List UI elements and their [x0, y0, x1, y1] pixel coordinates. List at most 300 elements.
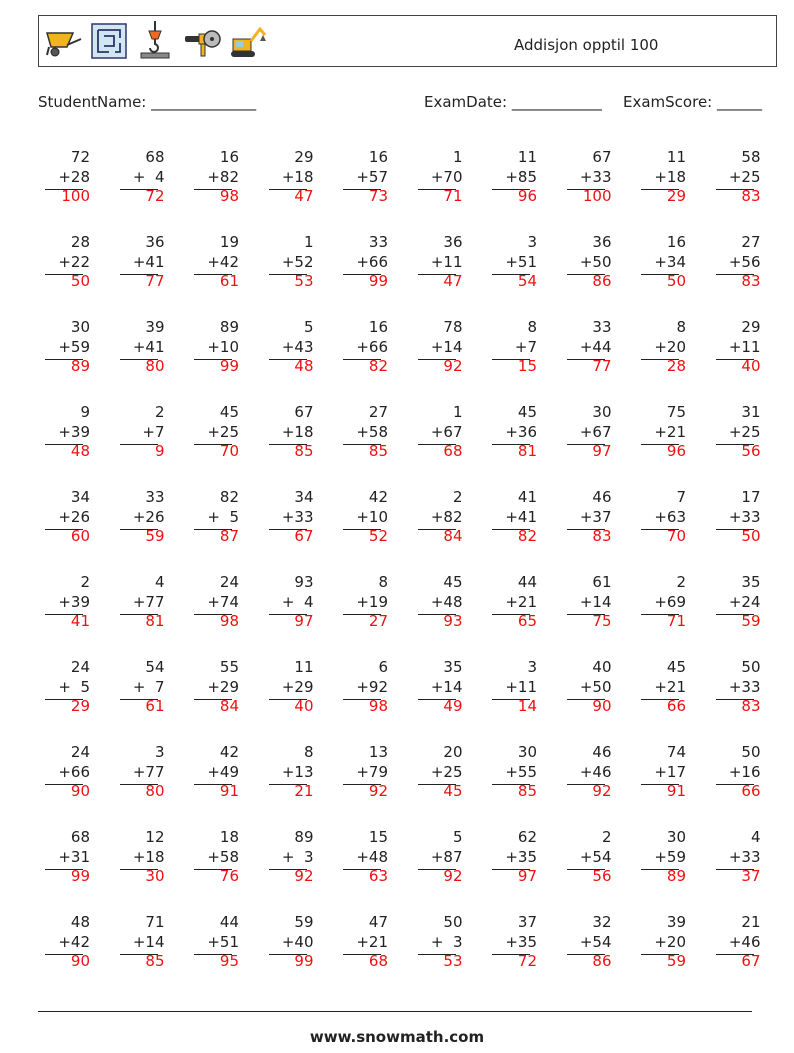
answer: 48 — [70, 442, 90, 460]
problem — [552, 318, 612, 380]
addend-top: 82 — [219, 488, 239, 506]
problem — [105, 233, 165, 295]
problem — [626, 488, 686, 550]
sum-line — [343, 444, 381, 445]
problem — [552, 913, 612, 975]
sum-line — [343, 869, 381, 870]
answer: 45 — [443, 782, 463, 800]
answer: 85 — [517, 782, 537, 800]
sum-line — [45, 954, 83, 955]
sum-line — [716, 444, 754, 445]
answer: 72 — [517, 952, 537, 970]
sum-line — [194, 954, 232, 955]
addend-top: 45 — [666, 658, 686, 676]
addend-bottom: +11 — [430, 252, 463, 271]
addend-bottom: +10 — [207, 337, 239, 356]
exam-score-field[interactable]: ExamScore: ______ — [623, 93, 762, 111]
addend-top: 2 — [154, 403, 165, 421]
sum-line — [641, 189, 679, 190]
addend-bottom: +26 — [58, 507, 90, 526]
problem — [477, 488, 537, 550]
answer: 71 — [443, 187, 463, 205]
answer: 72 — [145, 187, 165, 205]
answer: 99 — [294, 952, 314, 970]
addend-bottom: +82 — [207, 167, 239, 186]
addend-top: 40 — [592, 658, 612, 676]
sum-line — [716, 699, 754, 700]
addend-top: 55 — [219, 658, 239, 676]
answer: 97 — [517, 867, 537, 885]
sum-line — [269, 274, 307, 275]
addend-top: 15 — [368, 828, 388, 846]
sum-line — [269, 614, 307, 615]
sum-line — [492, 359, 530, 360]
addend-bottom: +21 — [654, 677, 686, 696]
addend-bottom: +41 — [132, 252, 165, 271]
addend-bottom: +51 — [207, 932, 239, 951]
addend-top: 4 — [154, 573, 165, 591]
problem — [179, 403, 239, 465]
answer: 84 — [219, 697, 239, 715]
footer-site: www.snowmath.com — [309, 1028, 485, 1046]
addend-bottom: +17 — [654, 762, 686, 781]
addend-top: 16 — [666, 233, 686, 251]
addend-bottom: +50 — [579, 677, 612, 696]
addend-bottom: +10 — [356, 507, 388, 526]
answer: 73 — [368, 187, 388, 205]
sum-line — [492, 614, 530, 615]
addend-top: 28 — [70, 233, 90, 251]
answer: 40 — [741, 357, 761, 375]
problem — [626, 403, 686, 465]
addend-top: 36 — [145, 233, 165, 251]
problem — [328, 233, 388, 295]
addend-top: 31 — [741, 403, 761, 421]
problem — [701, 658, 761, 720]
sum-line — [641, 869, 679, 870]
problem — [477, 233, 537, 295]
sum-line — [492, 699, 530, 700]
problem — [179, 488, 239, 550]
addend-top: 62 — [517, 828, 537, 846]
sum-line — [641, 359, 679, 360]
wheelbarrow-icon — [43, 21, 83, 61]
addend-bottom: +43 — [281, 337, 314, 356]
addend-top: 8 — [303, 743, 314, 761]
addend-bottom: +14 — [579, 592, 612, 611]
addend-top: 33 — [368, 233, 388, 251]
addend-bottom: + 5 — [58, 677, 90, 696]
problem — [30, 148, 90, 210]
addend-top: 34 — [294, 488, 314, 506]
problem — [626, 658, 686, 720]
addend-top: 11 — [666, 148, 686, 166]
sum-line — [120, 954, 158, 955]
sum-line — [194, 699, 232, 700]
addend-bottom: +58 — [207, 847, 239, 866]
sum-line — [194, 274, 232, 275]
sum-line — [716, 189, 754, 190]
addend-bottom: +46 — [728, 932, 761, 951]
answer: 76 — [219, 867, 239, 885]
problem — [30, 403, 90, 465]
addend-top: 16 — [219, 148, 239, 166]
addend-bottom: + 4 — [132, 167, 165, 186]
answer: 59 — [666, 952, 686, 970]
sum-line — [120, 869, 158, 870]
addend-top: 29 — [294, 148, 314, 166]
sum-line — [418, 954, 456, 955]
addend-bottom: +7 — [142, 422, 165, 441]
addend-top: 27 — [368, 403, 388, 421]
addend-bottom: +40 — [281, 932, 314, 951]
addend-top: 33 — [145, 488, 165, 506]
addend-bottom: + 3 — [281, 847, 314, 866]
addend-bottom: +25 — [728, 167, 761, 186]
addend-bottom: +19 — [356, 592, 388, 611]
addend-top: 44 — [517, 573, 537, 591]
sum-line — [120, 529, 158, 530]
addend-bottom: +77 — [132, 762, 165, 781]
problem — [179, 913, 239, 975]
answer: 14 — [517, 697, 537, 715]
answer: 59 — [741, 612, 761, 630]
addend-bottom: +21 — [356, 932, 388, 951]
problem — [30, 318, 90, 380]
problem — [403, 403, 463, 465]
sum-line — [641, 444, 679, 445]
addend-bottom: +22 — [58, 252, 90, 271]
problem — [30, 233, 90, 295]
excavator-icon — [227, 21, 267, 61]
addend-bottom: +34 — [654, 252, 686, 271]
addend-bottom: +37 — [579, 507, 612, 526]
addend-bottom: +11 — [728, 337, 761, 356]
answer: 85 — [294, 442, 314, 460]
sum-line — [269, 189, 307, 190]
sum-line — [194, 189, 232, 190]
addend-bottom: +7 — [514, 337, 537, 356]
addend-bottom: +14 — [430, 677, 463, 696]
problem — [105, 658, 165, 720]
sum-line — [120, 784, 158, 785]
problem — [105, 488, 165, 550]
problem — [626, 148, 686, 210]
answer: 9 — [154, 442, 165, 460]
sum-line — [45, 359, 83, 360]
answer: 67 — [294, 527, 314, 545]
addend-top: 68 — [145, 148, 165, 166]
sum-line — [45, 699, 83, 700]
problem — [403, 233, 463, 295]
addend-top: 1 — [452, 148, 463, 166]
addend-bottom: +42 — [58, 932, 90, 951]
problem — [105, 743, 165, 805]
answer: 91 — [666, 782, 686, 800]
answer: 96 — [666, 442, 686, 460]
sum-line — [567, 614, 605, 615]
sum-line — [418, 784, 456, 785]
problem — [328, 403, 388, 465]
addend-bottom: +67 — [430, 422, 463, 441]
problem — [403, 148, 463, 210]
answer: 56 — [592, 867, 612, 885]
addend-top: 29 — [741, 318, 761, 336]
addend-top: 5 — [452, 828, 463, 846]
addend-top: 2 — [80, 573, 90, 591]
problem — [254, 743, 314, 805]
problem — [477, 828, 537, 890]
problem — [30, 658, 90, 720]
sum-line — [194, 614, 232, 615]
addend-bottom: +66 — [356, 337, 388, 356]
problem — [254, 148, 314, 210]
addend-top: 2 — [601, 828, 612, 846]
answer: 66 — [666, 697, 686, 715]
addend-bottom: +48 — [356, 847, 388, 866]
addend-top: 33 — [592, 318, 612, 336]
sum-line — [194, 869, 232, 870]
sum-line — [45, 614, 83, 615]
answer: 100 — [582, 187, 612, 205]
info-row — [38, 93, 770, 113]
problem — [254, 318, 314, 380]
addend-top: 3 — [527, 233, 537, 251]
addend-top: 1 — [303, 233, 314, 251]
answer: 98 — [368, 697, 388, 715]
addend-top: 3 — [527, 658, 537, 676]
answer: 71 — [666, 612, 686, 630]
addend-bottom: +67 — [579, 422, 612, 441]
problem — [30, 913, 90, 975]
sum-line — [269, 444, 307, 445]
problem — [477, 658, 537, 720]
answer: 97 — [294, 612, 314, 630]
answer: 68 — [368, 952, 388, 970]
addend-bottom: +46 — [579, 762, 612, 781]
addend-bottom: +35 — [505, 932, 537, 951]
answer: 59 — [145, 527, 165, 545]
addend-bottom: +35 — [505, 847, 537, 866]
sum-line — [194, 529, 232, 530]
addend-top: 11 — [294, 658, 314, 676]
answer: 92 — [592, 782, 612, 800]
addend-bottom: + 4 — [281, 592, 314, 611]
answer: 92 — [443, 357, 463, 375]
answer: 84 — [443, 527, 463, 545]
addend-top: 8 — [527, 318, 537, 336]
answer: 93 — [443, 612, 463, 630]
addend-bottom: +56 — [728, 252, 761, 271]
answer: 30 — [145, 867, 165, 885]
sum-line — [343, 614, 381, 615]
problem — [105, 403, 165, 465]
answer: 98 — [219, 187, 239, 205]
addend-bottom: +59 — [58, 337, 90, 356]
sum-line — [492, 529, 530, 530]
answer: 21 — [294, 782, 314, 800]
addend-top: 35 — [443, 658, 463, 676]
sum-line — [716, 274, 754, 275]
problem — [403, 488, 463, 550]
addend-bottom: +82 — [430, 507, 463, 526]
answer: 50 — [741, 527, 761, 545]
answer: 82 — [368, 357, 388, 375]
addend-top: 36 — [592, 233, 612, 251]
sum-line — [418, 359, 456, 360]
sum-line — [716, 869, 754, 870]
problem — [701, 488, 761, 550]
problem — [403, 913, 463, 975]
answer: 50 — [70, 272, 90, 290]
addend-top: 19 — [219, 233, 239, 251]
student-name-field[interactable]: StudentName: ______________ — [38, 93, 257, 111]
sum-line — [269, 699, 307, 700]
sum-line — [343, 274, 381, 275]
answer: 83 — [592, 527, 612, 545]
problem — [30, 573, 90, 635]
sum-line — [45, 529, 83, 530]
addend-bottom: +26 — [132, 507, 165, 526]
answer: 92 — [294, 867, 314, 885]
addend-bottom: +66 — [356, 252, 388, 271]
addend-top: 59 — [294, 913, 314, 931]
sum-line — [343, 784, 381, 785]
addend-bottom: +54 — [579, 847, 612, 866]
addend-top: 74 — [666, 743, 686, 761]
addend-bottom: +20 — [654, 932, 686, 951]
addend-top: 42 — [368, 488, 388, 506]
answer: 15 — [517, 357, 537, 375]
sum-line — [418, 614, 456, 615]
answer: 77 — [145, 272, 165, 290]
answer: 70 — [219, 442, 239, 460]
sum-line — [343, 954, 381, 955]
sum-line — [716, 529, 754, 530]
addend-top: 18 — [219, 828, 239, 846]
answer: 68 — [443, 442, 463, 460]
problem — [552, 233, 612, 295]
sum-line — [492, 784, 530, 785]
answer: 100 — [61, 187, 90, 205]
problem — [403, 743, 463, 805]
answer: 56 — [741, 442, 761, 460]
answer: 99 — [70, 867, 90, 885]
problem — [477, 318, 537, 380]
sum-line — [45, 189, 83, 190]
problem — [105, 913, 165, 975]
problem — [179, 573, 239, 635]
answer: 29 — [70, 697, 90, 715]
problem — [477, 913, 537, 975]
addend-bottom: +21 — [505, 592, 537, 611]
problem — [328, 488, 388, 550]
problem — [626, 233, 686, 295]
addend-bottom: +33 — [728, 847, 761, 866]
addend-top: 2 — [676, 573, 686, 591]
answer: 63 — [368, 867, 388, 885]
sum-line — [418, 189, 456, 190]
maze-icon — [89, 21, 129, 61]
addend-bottom: +16 — [728, 762, 761, 781]
addend-bottom: +41 — [505, 507, 537, 526]
addend-top: 42 — [219, 743, 239, 761]
addend-top: 32 — [592, 913, 612, 931]
answer: 82 — [517, 527, 537, 545]
problem — [105, 573, 165, 635]
problem — [701, 148, 761, 210]
header-icons — [43, 21, 267, 61]
sum-line — [716, 784, 754, 785]
problem — [403, 318, 463, 380]
answer: 52 — [368, 527, 388, 545]
addend-top: 13 — [368, 743, 388, 761]
sum-line — [641, 954, 679, 955]
addend-top: 12 — [145, 828, 165, 846]
sum-line — [641, 274, 679, 275]
problem — [403, 658, 463, 720]
addend-top: 89 — [219, 318, 239, 336]
addend-top: 20 — [443, 743, 463, 761]
addend-bottom: +49 — [207, 762, 239, 781]
answer: 48 — [294, 357, 314, 375]
addend-bottom: +54 — [579, 932, 612, 951]
addend-bottom: +29 — [207, 677, 239, 696]
answer: 81 — [145, 612, 165, 630]
sum-line — [641, 529, 679, 530]
answer: 47 — [443, 272, 463, 290]
problem — [254, 913, 314, 975]
answer: 83 — [741, 697, 761, 715]
addend-top: 16 — [368, 318, 388, 336]
problem — [30, 828, 90, 890]
addend-bottom: +29 — [281, 677, 314, 696]
answer: 90 — [70, 952, 90, 970]
problem — [254, 403, 314, 465]
addend-bottom: +14 — [132, 932, 165, 951]
problem — [477, 403, 537, 465]
answer: 28 — [666, 357, 686, 375]
answer: 77 — [592, 357, 612, 375]
problem — [179, 233, 239, 295]
problem — [626, 573, 686, 635]
addend-bottom: +63 — [654, 507, 686, 526]
answer: 89 — [70, 357, 90, 375]
addend-top: 78 — [443, 318, 463, 336]
addend-top: 37 — [517, 913, 537, 931]
problem — [552, 488, 612, 550]
addend-top: 75 — [666, 403, 686, 421]
sum-line — [567, 954, 605, 955]
addend-bottom: +51 — [505, 252, 537, 271]
addend-top: 46 — [592, 488, 612, 506]
sum-line — [641, 614, 679, 615]
header-box — [38, 15, 777, 67]
exam-date-field[interactable]: ExamDate: ____________ — [424, 93, 602, 111]
sum-line — [492, 189, 530, 190]
sum-line — [567, 189, 605, 190]
addend-top: 30 — [70, 318, 90, 336]
addend-top: 11 — [517, 148, 537, 166]
addend-bottom: +92 — [356, 677, 388, 696]
answer: 83 — [741, 272, 761, 290]
problem — [30, 488, 90, 550]
answer: 86 — [592, 952, 612, 970]
sum-line — [45, 869, 83, 870]
sum-line — [343, 189, 381, 190]
answer: 37 — [741, 867, 761, 885]
addend-bottom: +18 — [281, 167, 314, 186]
